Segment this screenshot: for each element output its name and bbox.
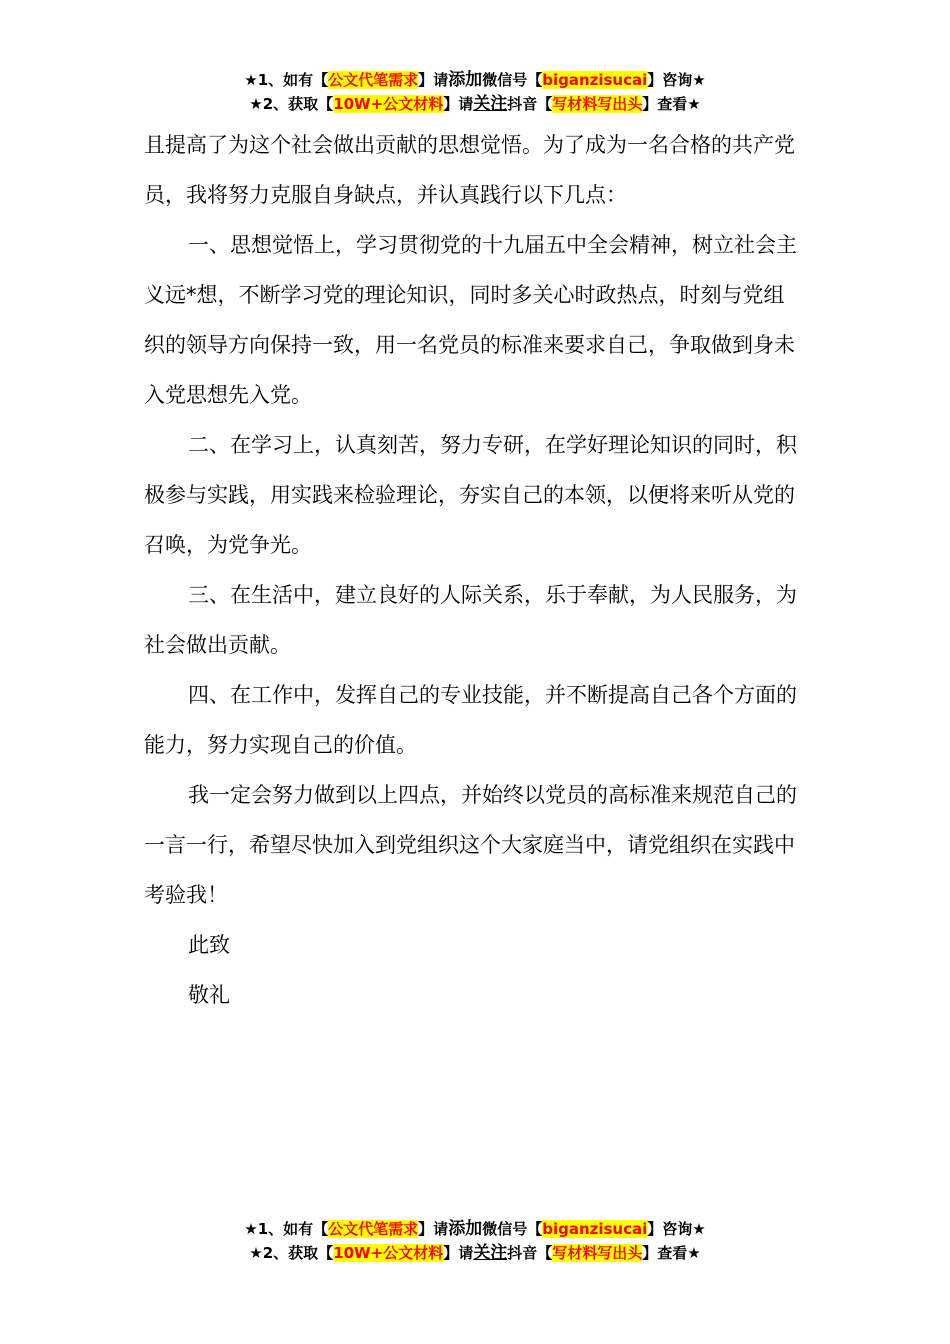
banner-text: 】请	[443, 95, 474, 113]
banner-line-2	[0, 92, 950, 116]
banner-wechat-id: biganzisucai	[542, 1220, 648, 1238]
banner-emphasis: 添加	[448, 70, 483, 90]
banner-text: 】查看★	[642, 1244, 701, 1262]
banner-text: 抖音【	[507, 95, 553, 113]
banner-text: ★1、如有【	[244, 71, 329, 89]
banner-line-1	[0, 68, 950, 92]
banner-douyin-id: 写材料写出头	[552, 95, 643, 113]
paragraph-point-3: 三、在生活中，建立良好的人际关系，乐于奉献，为人民服务，为社会做出贡献。	[144, 583, 797, 657]
paragraph-continuation: 且提高了为这个社会做出贡献的思想觉悟。为了成为一名合格的共产党员，我将努力克服自身缺点，并认真践行以下几点：	[144, 133, 795, 207]
banner-wechat-id: biganzisucai	[542, 71, 648, 89]
document-body	[144, 120, 804, 1020]
banner-text: 】查看★	[642, 95, 701, 113]
banner-text: 微信号【	[482, 71, 543, 89]
paragraph-conclusion: 我一定会努力做到以上四点，并始终以党员的高标准来规范自己的一言一行，希望尽快加入到党组织这个大家庭当中，请党组织在实践中考验我！	[144, 783, 797, 907]
banner-text: 】请	[418, 71, 449, 89]
banner-emphasis: 关注	[473, 1243, 508, 1263]
closing-salutation: 此致	[188, 933, 230, 957]
footer-banner	[0, 1217, 950, 1265]
banner-text: 】请	[443, 1244, 474, 1262]
paragraph-point-1: 一、思想觉悟上，学习贯彻党的十九届五中全会精神，树立社会主义远*想，不断学习党的理论知识，同时多关心时政热点，时刻与党组织的领导方向保持一致，用一名党员的标准来要求自己，争取做到身未入党思想先入党。	[144, 233, 797, 407]
closing-regards: 敬礼	[188, 983, 230, 1007]
banner-highlight: 公文代笔需求	[328, 71, 419, 89]
banner-text: 抖音【	[507, 1244, 553, 1262]
banner-highlight: 公文代笔需求	[328, 1220, 419, 1238]
banner-emphasis: 关注	[473, 94, 508, 114]
banner-text: 】咨询★	[647, 1220, 706, 1238]
banner-line-2	[0, 1241, 950, 1265]
banner-highlight: 10W+公文材料	[333, 1244, 444, 1262]
banner-douyin-id: 写材料写出头	[552, 1244, 643, 1262]
banner-highlight: 10W+公文材料	[333, 95, 444, 113]
banner-text: ★2、获取【	[249, 1244, 334, 1262]
paragraph-point-4: 四、在工作中，发挥自己的专业技能，并不断提高自己各个方面的能力，努力实现自己的价值。	[144, 683, 797, 757]
paragraph-point-2: 二、在学习上，认真刻苦，努力专研，在学好理论知识的同时，积极参与实践，用实践来检验理论，夯实自己的本领，以便将来听从党的召唤，为党争光。	[144, 433, 797, 557]
banner-emphasis: 添加	[448, 1219, 483, 1239]
banner-text: 】请	[418, 1220, 449, 1238]
banner-text: 】咨询★	[647, 71, 706, 89]
banner-text: 微信号【	[482, 1220, 543, 1238]
header-banner	[0, 68, 950, 116]
banner-text: ★2、获取【	[249, 95, 334, 113]
banner-line-1	[0, 1217, 950, 1241]
banner-text: ★1、如有【	[244, 1220, 329, 1238]
